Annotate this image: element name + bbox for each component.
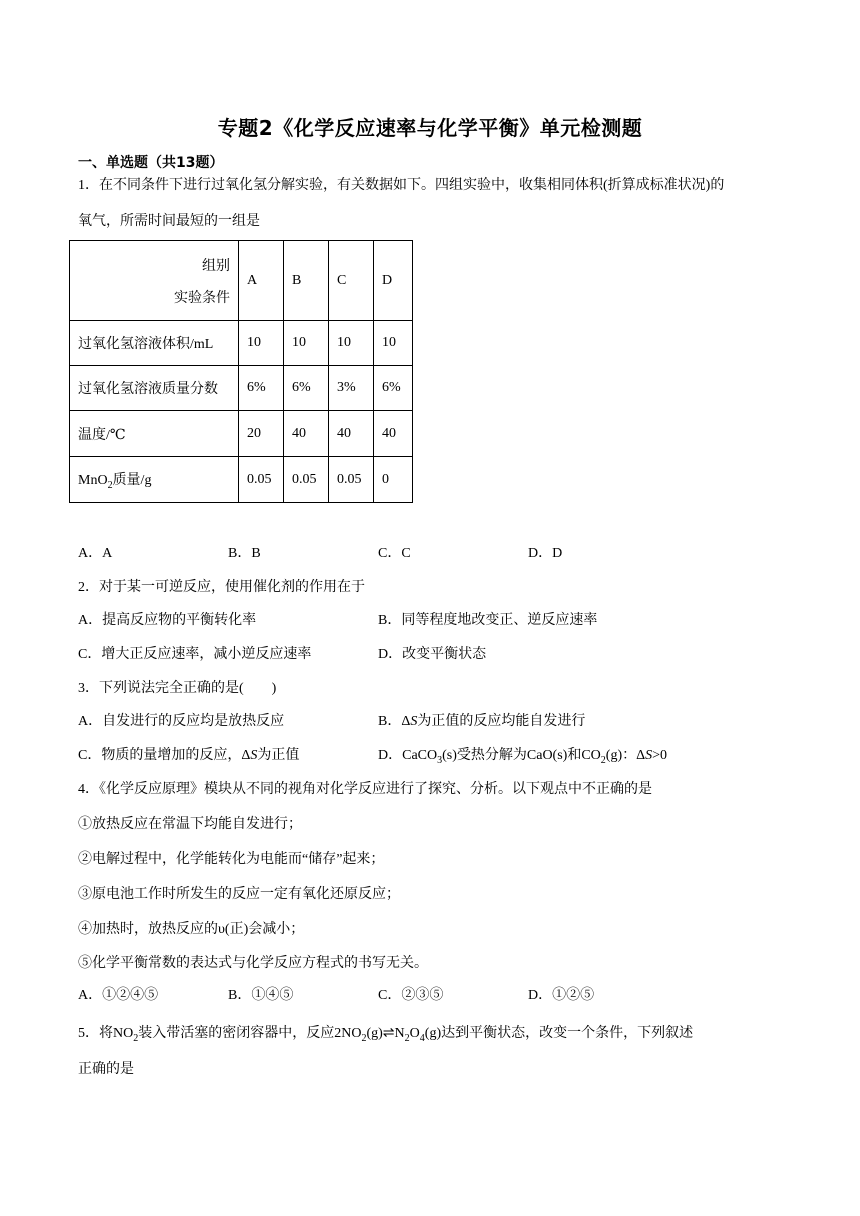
column-header-a: A xyxy=(239,241,284,321)
table-cell: 6% xyxy=(374,366,413,411)
row-label xyxy=(70,457,239,503)
q2-option-b[interactable]: B．同等程度地改变正、逆反应速率 xyxy=(378,613,598,628)
q4-stem: 4．《化学反应原理》模块从不同的视角对化学反应进行了探究、分析。以下观点中不正确的是 xyxy=(78,782,652,797)
q2-option-a[interactable]: A．提高反应物的平衡转化率 xyxy=(78,613,257,628)
q4-option-a[interactable]: A．①②④⑤ xyxy=(78,988,159,1003)
option-text: 为正值 xyxy=(257,748,300,763)
option-text: 为正值的反应均能自发进行 xyxy=(417,714,586,729)
equation-product: N xyxy=(394,1026,405,1041)
table-cell: 3% xyxy=(329,366,374,411)
header-condition-label: 实验条件 xyxy=(174,291,230,306)
page-title: 专题2《化学反应速率与化学平衡》单元检测题 xyxy=(217,116,643,140)
header-group-label: 组别 xyxy=(202,259,230,274)
q3-option-b[interactable] xyxy=(378,712,585,732)
q1-option-d[interactable]: D．D xyxy=(528,546,563,561)
table-row xyxy=(70,321,413,366)
table-cell: 10 xyxy=(239,321,284,366)
experiment-table xyxy=(69,240,413,503)
stem-text: 装入带活塞的密闭容器中，反应 xyxy=(138,1026,335,1041)
table-cell: 10 xyxy=(329,321,374,366)
row-label: 过氧化氢溶液质量分数 xyxy=(70,366,239,411)
option-text: (s)受热分解为CaO(s)和CO xyxy=(442,748,601,763)
q3-stem: 3．下列说法完全正确的是( ) xyxy=(78,681,277,696)
column-header-d: D xyxy=(374,241,413,321)
table-cell: 40 xyxy=(284,411,329,457)
table-row xyxy=(70,457,413,503)
reaction-equation xyxy=(334,1026,442,1044)
stem-text: 5．将NO xyxy=(78,1026,134,1041)
column-header-b: B xyxy=(284,241,329,321)
table-cell: 40 xyxy=(374,411,413,457)
table-cell: 20 xyxy=(239,411,284,457)
column-header-c: C xyxy=(329,241,374,321)
row-label: 温度/℃ xyxy=(70,411,239,457)
equation-product: O xyxy=(409,1026,420,1041)
entropy-symbol: S xyxy=(645,748,653,763)
table-diagonal-header xyxy=(70,241,239,321)
q2-stem: 2．对于某一可逆反应，使用催化剂的作用在于 xyxy=(78,580,365,595)
table-cell: 6% xyxy=(284,366,329,411)
subscript: 4 xyxy=(419,1032,425,1044)
equation-reactant: 2NO xyxy=(334,1026,362,1041)
q4-statement-2: ②电解过程中，化学能转化为电能而“储存”起来； xyxy=(78,852,385,867)
q4-statement-3: ③原电池工作时所发生的反应一定有氧化还原反应； xyxy=(78,887,400,902)
q4-option-b[interactable]: B．①④⑤ xyxy=(228,988,294,1003)
label-part: 质量/g xyxy=(112,472,152,488)
option-text: B．Δ xyxy=(378,714,411,729)
state-symbol: (g) xyxy=(424,1026,442,1041)
option-text: (g)：Δ xyxy=(605,748,646,763)
option-text: >0 xyxy=(652,748,668,763)
entropy-symbol: S xyxy=(250,748,258,763)
option-text: C．物质的量增加的反应，Δ xyxy=(78,748,251,763)
q5-stem-line2: 正确的是 xyxy=(78,1062,134,1077)
stem-text: 达到平衡状态，改变一个条件，下列叙述 xyxy=(441,1026,694,1041)
subscript: 2 xyxy=(404,1032,410,1044)
q4-statement-4: ④加热时，放热反应的υ(正)会减小； xyxy=(78,922,305,937)
state-symbol: (g) xyxy=(366,1026,383,1041)
q4-statement-1: ①放热反应在常温下均能自发进行； xyxy=(78,817,302,832)
q1-option-a[interactable]: A．A xyxy=(78,546,113,561)
table-header-row xyxy=(70,241,413,321)
equilibrium-arrow-icon: ⇌ xyxy=(382,1026,395,1041)
table-cell: 0.05 xyxy=(239,457,284,503)
entropy-symbol: S xyxy=(410,714,418,729)
table-cell: 10 xyxy=(374,321,413,366)
subscript: 2 xyxy=(361,1032,367,1044)
q4-statement-5: ⑤化学平衡常数的表达式与化学反应方程式的书写无关。 xyxy=(78,956,428,971)
section-heading: 一、单选题（共13题） xyxy=(78,155,224,171)
q4-option-d[interactable]: D．①②⑤ xyxy=(528,988,595,1003)
q1-stem-line1: 1．在不同条件下进行过氧化氢分解实验，有关数据如下。四组实验中，收集相同体积(折算成标准状况)的 xyxy=(78,178,725,193)
q1-stem-line2: 氧气，所需时间最短的一组是 xyxy=(78,214,260,229)
q3-option-d[interactable] xyxy=(378,746,667,771)
q1-option-c[interactable]: C．C xyxy=(378,546,411,561)
subscript: 2 xyxy=(133,1032,139,1044)
table-cell: 0.05 xyxy=(284,457,329,503)
table-row xyxy=(70,366,413,411)
q2-option-d[interactable]: D．改变平衡状态 xyxy=(378,647,487,662)
row-label: 过氧化氢溶液体积/mL xyxy=(70,321,239,366)
label-part: MnO xyxy=(78,472,108,488)
table-cell: 0 xyxy=(374,457,413,503)
table-cell: 6% xyxy=(239,366,284,411)
subscript: 2 xyxy=(600,754,606,766)
q4-option-c[interactable]: C．②③⑤ xyxy=(378,988,444,1003)
subscript: 3 xyxy=(437,754,443,766)
table-row xyxy=(70,411,413,457)
q3-option-c[interactable] xyxy=(78,746,299,766)
q3-option-a[interactable]: A．自发进行的反应均是放热反应 xyxy=(78,714,285,729)
table-cell: 0.05 xyxy=(329,457,374,503)
q2-option-c[interactable]: C．增大正反应速率，减小逆反应速率 xyxy=(78,647,312,662)
label-subscript: 2 xyxy=(107,479,113,491)
option-text: D．CaCO xyxy=(378,748,438,763)
q5-stem-line1 xyxy=(78,1024,693,1049)
table-cell: 10 xyxy=(284,321,329,366)
q1-option-b[interactable]: B．B xyxy=(228,546,261,561)
table-cell: 40 xyxy=(329,411,374,457)
